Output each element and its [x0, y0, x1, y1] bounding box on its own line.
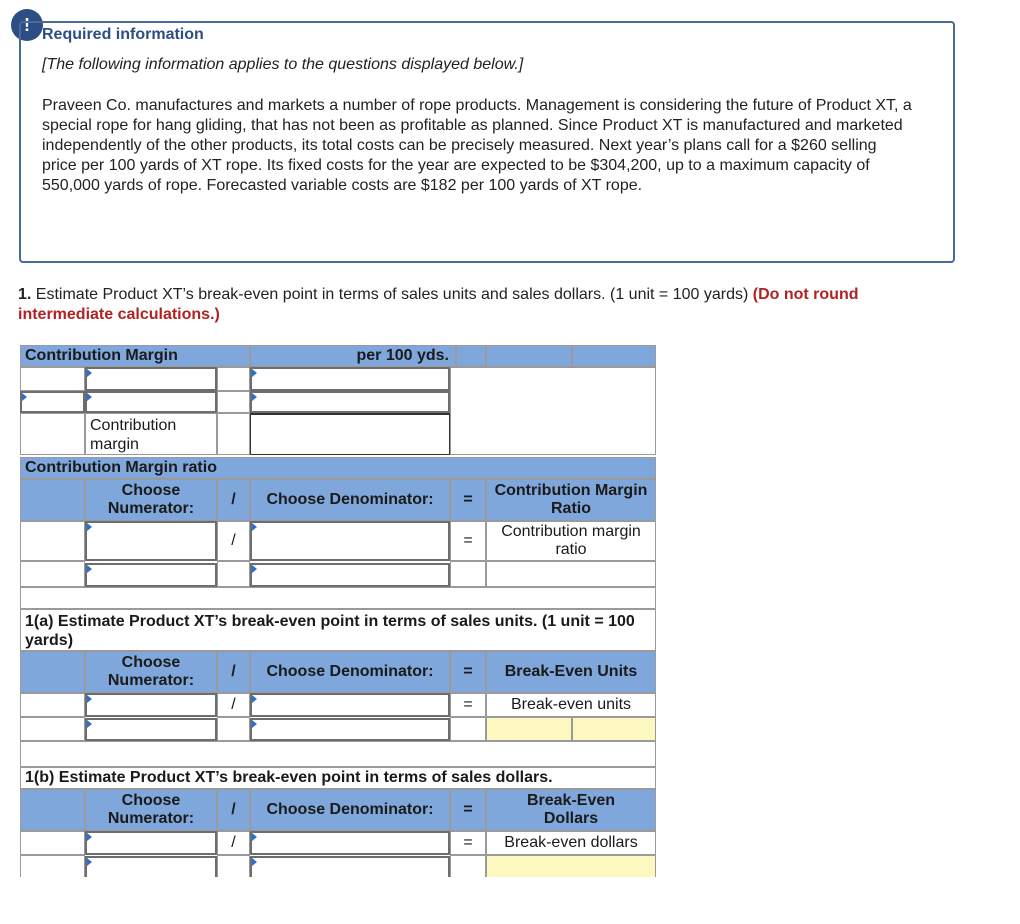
units-equals-sign: =	[450, 651, 486, 693]
cm-item-dropdown[interactable]	[85, 367, 217, 391]
units-denominator-amount-input[interactable]	[250, 718, 450, 741]
units-answer-unit-cell[interactable]	[572, 717, 656, 741]
dollars-divide-sign: /	[217, 789, 250, 831]
alert-icon: !	[11, 9, 43, 41]
dollars-numerator-dropdown[interactable]	[85, 831, 217, 855]
ratio-section-title: Contribution Margin ratio	[20, 457, 656, 479]
dollars-row-cell	[450, 855, 486, 877]
cm-sign-dropdown[interactable]	[20, 391, 85, 413]
ratio-row-cell	[20, 521, 85, 561]
ratio-row-cell	[20, 561, 85, 587]
dollars-row-cell	[20, 831, 85, 855]
cm-item-dropdown[interactable]	[85, 391, 217, 413]
cm-header-title: Contribution Margin	[20, 345, 250, 367]
section-spacer	[20, 741, 656, 767]
units-divide-sign: /	[217, 651, 250, 693]
ratio-row-cell	[450, 561, 486, 587]
question-number: 1.	[18, 286, 32, 303]
units-equals-sign: =	[450, 693, 486, 717]
units-row-cell	[217, 717, 250, 741]
units-row-cell	[20, 717, 85, 741]
dollars-divide-sign: /	[217, 831, 250, 855]
units-numerator-amount-input[interactable]	[85, 718, 217, 741]
cm-header-unit: per 100 yds.	[250, 345, 456, 367]
units-result-header: Break-Even Units	[486, 651, 656, 693]
ratio-denominator-dropdown[interactable]	[250, 521, 450, 561]
dollars-equals-sign: =	[450, 789, 486, 831]
dollars-result-header: Break-Even Dollars	[486, 789, 656, 831]
required-info-body: Praveen Co. manufactures and markets a number of rope products. Management is considering the future of Product XT, a special rope for hang gliding, that has not been as profitable as planned. Since Product XT is manufactured and marketed independently of the other products, its total costs can be precisely measured. Next year’s plans call for a $260 selling price per 100 yards of XT rope. Its fixed costs for the year are expected to be $304,200, up to a maximum capacity of 550,000 yards of rope. Forecasted variable costs are $182 per 100 yards of XT rope.	[42, 97, 912, 194]
cm-header-cell	[456, 345, 486, 367]
cm-total-input[interactable]	[250, 413, 450, 455]
ratio-equals-sign: =	[450, 479, 486, 521]
units-divide-sign: /	[217, 693, 250, 717]
ratio-result-input[interactable]	[486, 561, 656, 587]
units-row-cell	[450, 717, 486, 741]
dollars-header-cell	[20, 789, 85, 831]
units-section-title: 1(a) Estimate Product XT’s break-even point in terms of sales units. (1 unit = 100 yards)	[20, 609, 656, 651]
cm-total-label: Contribution margin	[85, 413, 217, 455]
dollars-denominator-amount-input[interactable]	[250, 856, 450, 877]
dollars-equals-sign: =	[450, 831, 486, 855]
ratio-numerator-dropdown[interactable]	[85, 521, 217, 561]
question-prompt	[18, 285, 958, 325]
cm-row-cell	[217, 413, 250, 455]
ratio-header-cell	[20, 479, 85, 521]
dollars-row-cell	[217, 855, 250, 877]
dollars-section-title: 1(b) Estimate Product XT’s break-even point in terms of sales dollars.	[20, 767, 656, 789]
dollars-denominator-label: Choose Denominator:	[250, 789, 450, 831]
ratio-row-cell	[217, 561, 250, 587]
rounding-note: (Do not round intermediate calculations.)	[18, 286, 859, 323]
cm-amount-input[interactable]	[250, 367, 450, 391]
ratio-denominator-label: Choose Denominator:	[250, 479, 450, 521]
required-info-note: [The following information applies to the questions displayed below.]	[42, 56, 524, 73]
units-numerator-label: Choose Numerator:	[85, 651, 217, 693]
units-header-cell	[20, 651, 85, 693]
ratio-denominator-amount-input[interactable]	[250, 563, 450, 587]
dollars-answer-input[interactable]	[486, 855, 656, 877]
units-numerator-dropdown[interactable]	[85, 693, 217, 717]
ratio-result-label: Contribution margin ratio	[486, 521, 656, 561]
question-text: Estimate Product XT’s break-even point in terms of sales units and sales dollars. (1 unit = 100 yards)	[35, 286, 749, 303]
ratio-numerator-label: Choose Numerator:	[85, 479, 217, 521]
cm-amount-input[interactable]	[250, 391, 450, 413]
dollars-denominator-dropdown[interactable]	[250, 831, 450, 855]
cm-row-cell	[217, 391, 250, 413]
cm-header-cell	[486, 345, 572, 367]
units-answer-input[interactable]	[486, 717, 572, 741]
required-info-title: Required information	[42, 26, 204, 43]
dollars-row-cell	[20, 855, 85, 877]
ratio-divide-sign: /	[217, 479, 250, 521]
units-result-label: Break-even units	[486, 693, 656, 717]
units-row-cell	[20, 693, 85, 717]
cm-empty-area	[450, 367, 656, 455]
cm-row-cell	[20, 413, 85, 455]
units-denominator-dropdown[interactable]	[250, 693, 450, 717]
dollars-result-label: Break-even dollars	[486, 831, 656, 855]
ratio-result-header: Contribution Margin Ratio	[486, 479, 656, 521]
ratio-divide-sign: /	[217, 521, 250, 561]
cm-row-cell	[217, 367, 250, 391]
cm-header-cell	[572, 345, 656, 367]
units-denominator-label: Choose Denominator:	[250, 651, 450, 693]
ratio-equals-sign: =	[450, 521, 486, 561]
cm-row-cell	[20, 367, 85, 391]
dollars-numerator-label: Choose Numerator:	[85, 789, 217, 831]
worksheet	[20, 345, 656, 877]
section-spacer	[20, 587, 656, 609]
dollars-numerator-amount-input[interactable]	[85, 856, 217, 877]
ratio-numerator-amount-input[interactable]	[85, 563, 217, 587]
